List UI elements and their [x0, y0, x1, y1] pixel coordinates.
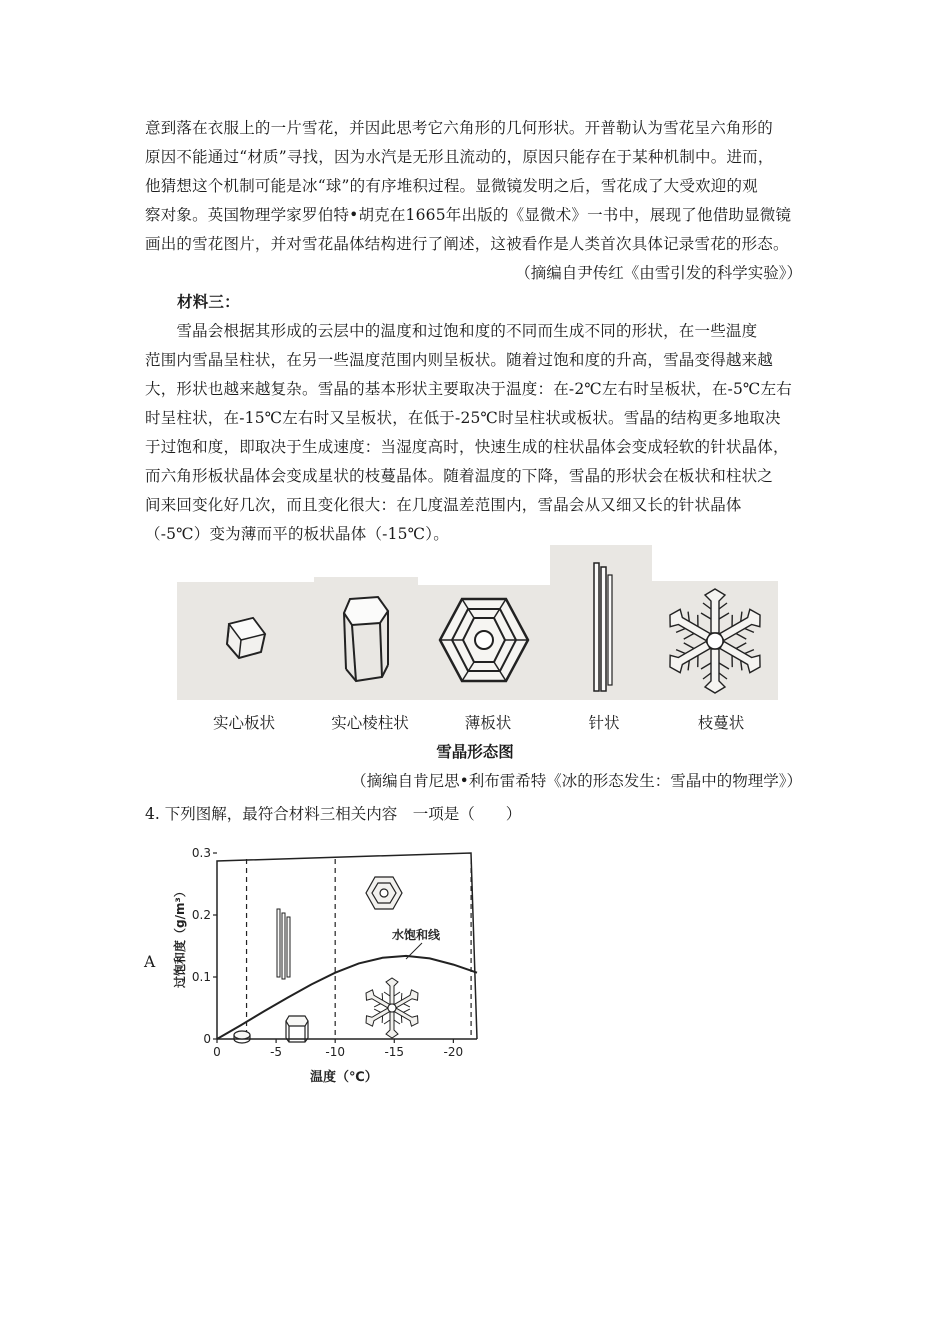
x-tick-label: 0 — [213, 1045, 221, 1059]
dendrite-photo — [652, 581, 778, 700]
needle-icon — [277, 909, 290, 979]
option-label-a[interactable]: A — [144, 953, 156, 971]
caption-solid-plate: 实心板状 — [212, 714, 276, 732]
paragraph-line: 原因不能通过“材质”寻找，因为水汽是无形且流动的，原因只能存在于某种机制中。进而， — [145, 148, 774, 166]
paragraph-line: 他猜想这个机制可能是冰“球”的有序堆积过程。显微镜发明之后，雪花成了大受欢迎的观 — [145, 177, 758, 195]
y-tick-label: 0.3 — [191, 846, 211, 860]
material3-heading: 材料三： — [177, 293, 240, 311]
figure-title: 雪晶形态图 — [436, 743, 514, 761]
question-stem: 4. 下列图解，最符合材料三相关内容 一项是（ ） — [145, 805, 522, 823]
plate-icon — [234, 1031, 250, 1043]
x-axis-label: 温度（℃） — [310, 1070, 378, 1085]
needle-photo — [550, 545, 652, 700]
thin-plate-icon — [366, 877, 402, 909]
source-citation: （摘编自尹传红《由雪引发的科学实验》） — [515, 264, 802, 282]
water-saturation-line — [217, 956, 477, 1039]
paragraph-line: 雪晶会根据其形成的云层中的温度和过饱和度的不同而生成不同的形状，在一些温度 — [145, 322, 758, 340]
paragraph-line: （-5℃）变为薄而平的板状晶体（-15℃）。 — [145, 525, 449, 543]
solid-plate-photo — [177, 582, 314, 700]
paragraph-line: 大，形状也越来越复杂。雪晶的基本形状主要取决于温度：在-2℃左右时呈板状，在-5℃左右 — [145, 380, 792, 398]
series-label: 水饱和线 — [392, 928, 441, 942]
dendrite-icon — [362, 978, 422, 1038]
paragraph-line: 意到落在衣服上的一片雪花，并因此思考它六角形的几何形状。开普勒认为雪花呈六角形的 — [145, 119, 774, 137]
plot-frame — [217, 853, 477, 1039]
paragraph-line: 而六角形板状晶体会变成星状的枝蔓晶体。随着温度的下降，雪晶的形状会在板状和柱状之 — [145, 467, 774, 485]
paragraph-line: 间来回变化好几次，而且变化很大：在几度温差范围内，雪晶会从又细又长的针状晶体 — [145, 496, 742, 514]
paragraph-line: 于过饱和度，即取决于生成速度：当湿度高时，快速生成的柱状晶体会变成轻软的针状晶体， — [145, 438, 789, 456]
y-tick-label: 0.1 — [191, 970, 211, 984]
y-tick-label: 0 — [203, 1032, 211, 1046]
x-tick-label: -5 — [270, 1045, 283, 1059]
paragraph-line: 察对象。英国物理学家罗伯特•胡克在1665年出版的《显微术》一书中，展现了他借助显微镜 — [145, 206, 792, 224]
paragraph-line: 时呈柱状，在-15℃左右时又呈板状，在低于-25℃时呈柱状或板状。雪晶的结构更多地取决 — [145, 409, 781, 427]
x-tick-label: -10 — [325, 1045, 345, 1059]
caption-thin-plate: 薄板状 — [464, 714, 512, 732]
y-axis-label: 过饱和度（g/m³） — [173, 885, 187, 988]
caption-needle: 针状 — [588, 714, 620, 732]
prism-icon — [286, 1016, 308, 1042]
x-tick-label: -15 — [384, 1045, 405, 1059]
x-tick-label: -20 — [443, 1045, 464, 1059]
caption-dendrite: 枝蔓状 — [697, 714, 745, 732]
solid-prism-photo — [314, 577, 418, 700]
paragraph-line: 范围内雪晶呈柱状，在另一些温度范围内则呈板状。随着过饱和度的升高，雪晶变得越来越 — [145, 351, 774, 369]
supersaturation-chart[interactable] — [160, 843, 480, 1088]
y-tick-label: 0.2 — [191, 908, 211, 922]
source-citation: （摘编自肯尼思•利布雷希特《冰的形态发生：雪晶中的物理学》） — [351, 772, 802, 790]
caption-solid-prism: 实心棱柱状 — [331, 714, 409, 732]
paragraph-line: 画出的雪花图片，并对雪花晶体结构进行了阐述，这被看作是人类首次具体记录雪花的形态。 — [145, 235, 789, 253]
thin-plate-photo — [418, 585, 550, 700]
